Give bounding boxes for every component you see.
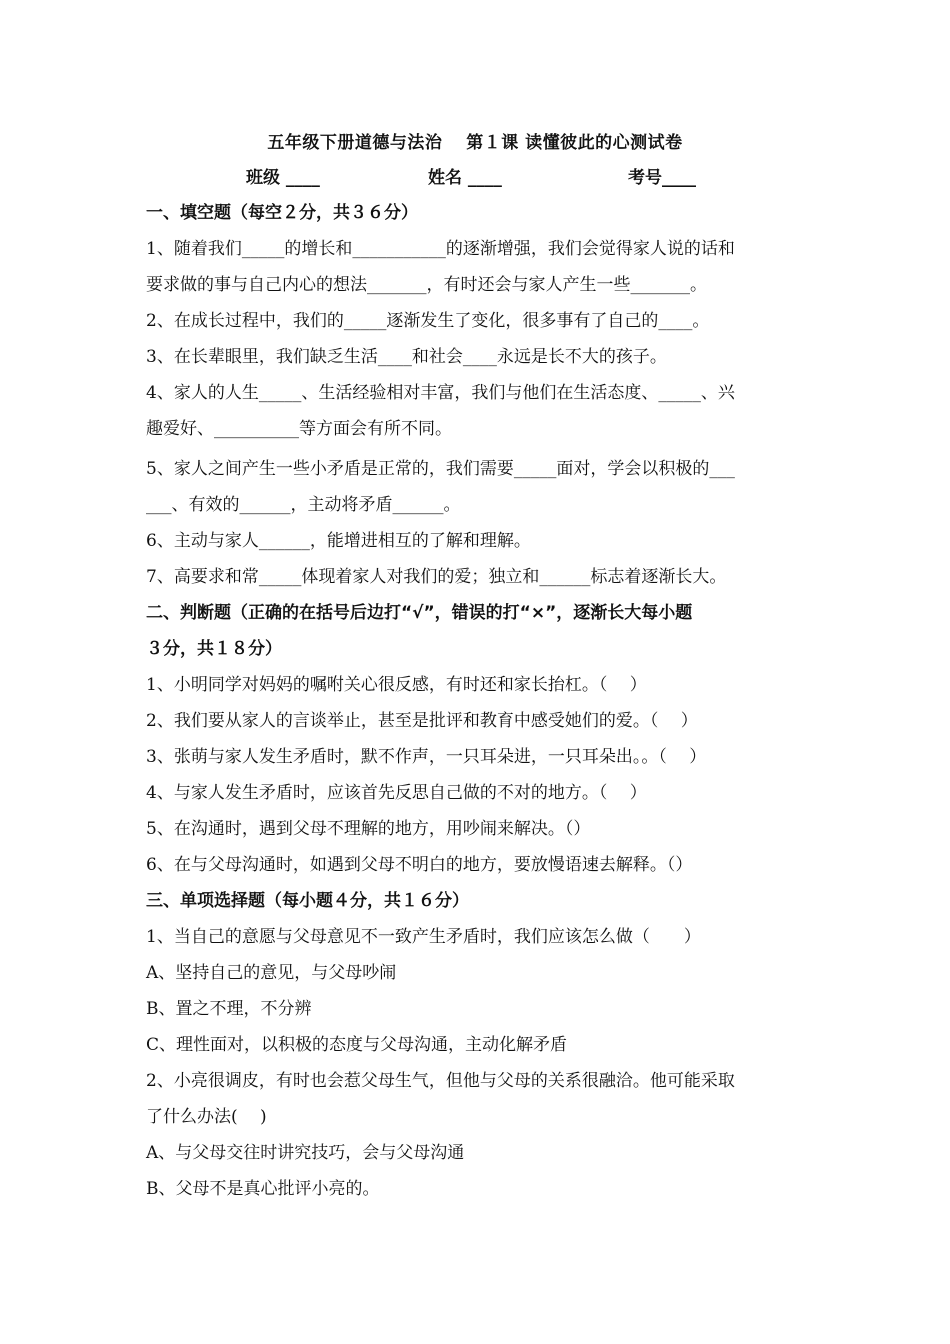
question-line: 7、高要求和常_____体现着家人对我们的爱；独立和______标志着逐渐长大。 (146, 567, 727, 587)
question-line: 1、当自己的意愿与父母意见不一致产生矛盾时，我们应该怎么做（ ） (146, 927, 701, 947)
question-line: 趣爱好、__________等方面会有所不同。 (146, 419, 452, 439)
name-field: 姓名 ____ (428, 168, 502, 188)
question-line: 3、在长辈眼里，我们缺乏生活____和社会____永远是长不大的孩子。 (146, 347, 667, 367)
question-line: 3、张萌与家人发生矛盾时，默不作声，一只耳朵进，一只耳朵出。。（ ） (146, 747, 707, 767)
question-line: 4、家人的人生_____、生活经验相对丰富，我们与他们在生活态度、_____、兴 (146, 383, 735, 403)
question-line: 2、小亮很调皮，有时也会惹父母生气，但他与父母的关系很融洽。他可能采取 (146, 1071, 735, 1091)
question-line: 6、在与父母沟通时，如遇到父母不明白的地方，要放慢语速去解释。（） (146, 855, 693, 875)
question-line: 要求做的事与自己内心的想法_______，有时还会与家人产生一些_______。 (146, 275, 707, 295)
section-heading-multiple-choice: 三、单项选择题（每小题４分，共１６分） (146, 891, 469, 911)
question-line: ___、有效的______，主动将矛盾______。 (146, 495, 461, 515)
question-line: 1、随着我们_____的增长和___________的逐渐增强，我们会觉得家人说的话和 (146, 239, 735, 259)
question-line: 1、小明同学对妈妈的嘱咐关心很反感，有时还和家长抬杠。（ ） (146, 675, 647, 695)
class-field: 班级 ____ (246, 168, 320, 188)
question-line: 5、家人之间产生一些小矛盾是正常的，我们需要_____面对，学会以积极的___ (146, 459, 735, 479)
option-line: A、与父母交往时讲究技巧，会与父母沟通 (146, 1143, 465, 1163)
option-line: C、理性面对，以积极的态度与父母沟通，主动化解矛盾 (146, 1035, 568, 1055)
question-line: 6、主动与家人______，能增进相互的了解和理解。 (146, 531, 531, 551)
section-heading-true-false: 二、判断题（正确的在括号后边打“√”，错误的打“×”，逐渐长大每小题 (146, 603, 693, 623)
option-line: B、父母不是真心批评小亮的。 (146, 1179, 380, 1199)
option-line: A、坚持自己的意见，与父母吵闹 (146, 963, 397, 983)
question-line: 了什么办法( ) (146, 1107, 267, 1127)
question-line: 4、与家人发生矛盾时，应该首先反思自己做的不对的地方。（ ） (146, 783, 647, 803)
section-heading-true-false-cont: ３分，共１８分） (146, 639, 282, 659)
exam-number-field: 考号____ (628, 168, 696, 188)
option-line: B、置之不理，不分辨 (146, 999, 312, 1019)
question-line: 5、在沟通时，遇到父母不理解的地方，用吵闹来解决。（） (146, 819, 591, 839)
question-line: 2、我们要从家人的言谈举止，甚至是批评和教育中感受她们的爱。（ ） (146, 711, 698, 731)
question-line: 2、在成长过程中，我们的_____逐渐发生了变化，很多事有了自己的____。 (146, 311, 710, 331)
section-heading-fill-blank: 一、填空题（每空２分，共３６分） (146, 203, 418, 223)
page-title: 五年级下册道德与法治 第１课 读懂彼此的心测试卷 (267, 133, 683, 153)
